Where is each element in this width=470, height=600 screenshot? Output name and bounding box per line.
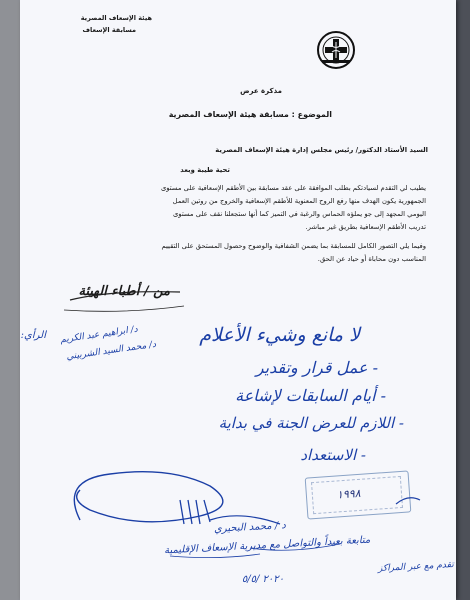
side-note: د/ محمد السيد الشربيني — [65, 339, 157, 363]
org-sub-name: مسابقة الإسعاف — [82, 26, 136, 34]
bottom-note: متابعة بعيداً والتواصل مع مديرية الإسعاف الإقليمية — [163, 534, 371, 557]
bottom-date: ٢٠٢٠ /٥/٥ — [241, 574, 284, 585]
handwritten-point: - الاستعداد — [300, 446, 366, 464]
bottom-note: تقدم مع عبر المراكز — [378, 560, 455, 574]
bottom-note: د / محمد البحيري — [213, 520, 287, 535]
opinion-label: الرأي: — [20, 330, 46, 341]
side-note: د/ ابراهيم عبد الكريم — [59, 324, 139, 346]
handwritten-point: لا مانع وشيء الأعلام — [199, 324, 360, 346]
paragraph1-line: اليومي المجهد إلى جو يملؤه الحماس والرغبة في التميز كما أنها ستجعلنا نقف على مستوى — [172, 210, 426, 218]
background-edge — [456, 0, 470, 600]
from-label: من / أطباء الهيئة — [78, 284, 170, 299]
memo-title: مذكرة عرض — [240, 87, 282, 95]
paragraph1-line: الجمهورية يكون الهدف منها رفع الروح المعنوية للأطقم الإسعافية والخروج من روتين العمل — [172, 197, 426, 205]
memo-page — [20, 0, 456, 600]
handwritten-point: - عمل قرار وتقدير — [255, 358, 378, 377]
paragraph1-line: تدريب الأطقم الإسعافية بطريق غير مباشر. — [305, 223, 426, 231]
handwritten-point: - اللازم للعرض الجنة في بداية — [218, 414, 404, 432]
paragraph2-line: المناسب دون محاباة أو حياد عن الحق. — [317, 255, 426, 263]
greeting: تحية طيبة وبعد — [180, 166, 230, 174]
pen-signature — [20, 0, 456, 600]
org-name: هيئة الإسعاف المصرية — [80, 14, 152, 22]
stamp-number: ١٩٩٨ — [336, 486, 361, 502]
paragraph1-line: يطيب لي التقدم لسيادتكم بطلب الموافقة على عقد مسابقة بين الأطقم الإسعافية على مستوى — [160, 184, 426, 192]
addressee: السيد الأستاذ الدكتور/ رئيس مجلس إدارة هيئة الإسعاف المصرية — [215, 146, 428, 154]
handwritten-point: - أيام السابقات لإشاعة — [235, 386, 386, 405]
paragraph2-line: وفيما يلي التصور الكامل للمسابقة بما يضمن الشفافية والوضوح وحصول المستحق على التقييم — [161, 242, 426, 250]
memo-subject: الموضوع : مسابقة هيئة الإسعاف المصرية — [168, 110, 332, 119]
